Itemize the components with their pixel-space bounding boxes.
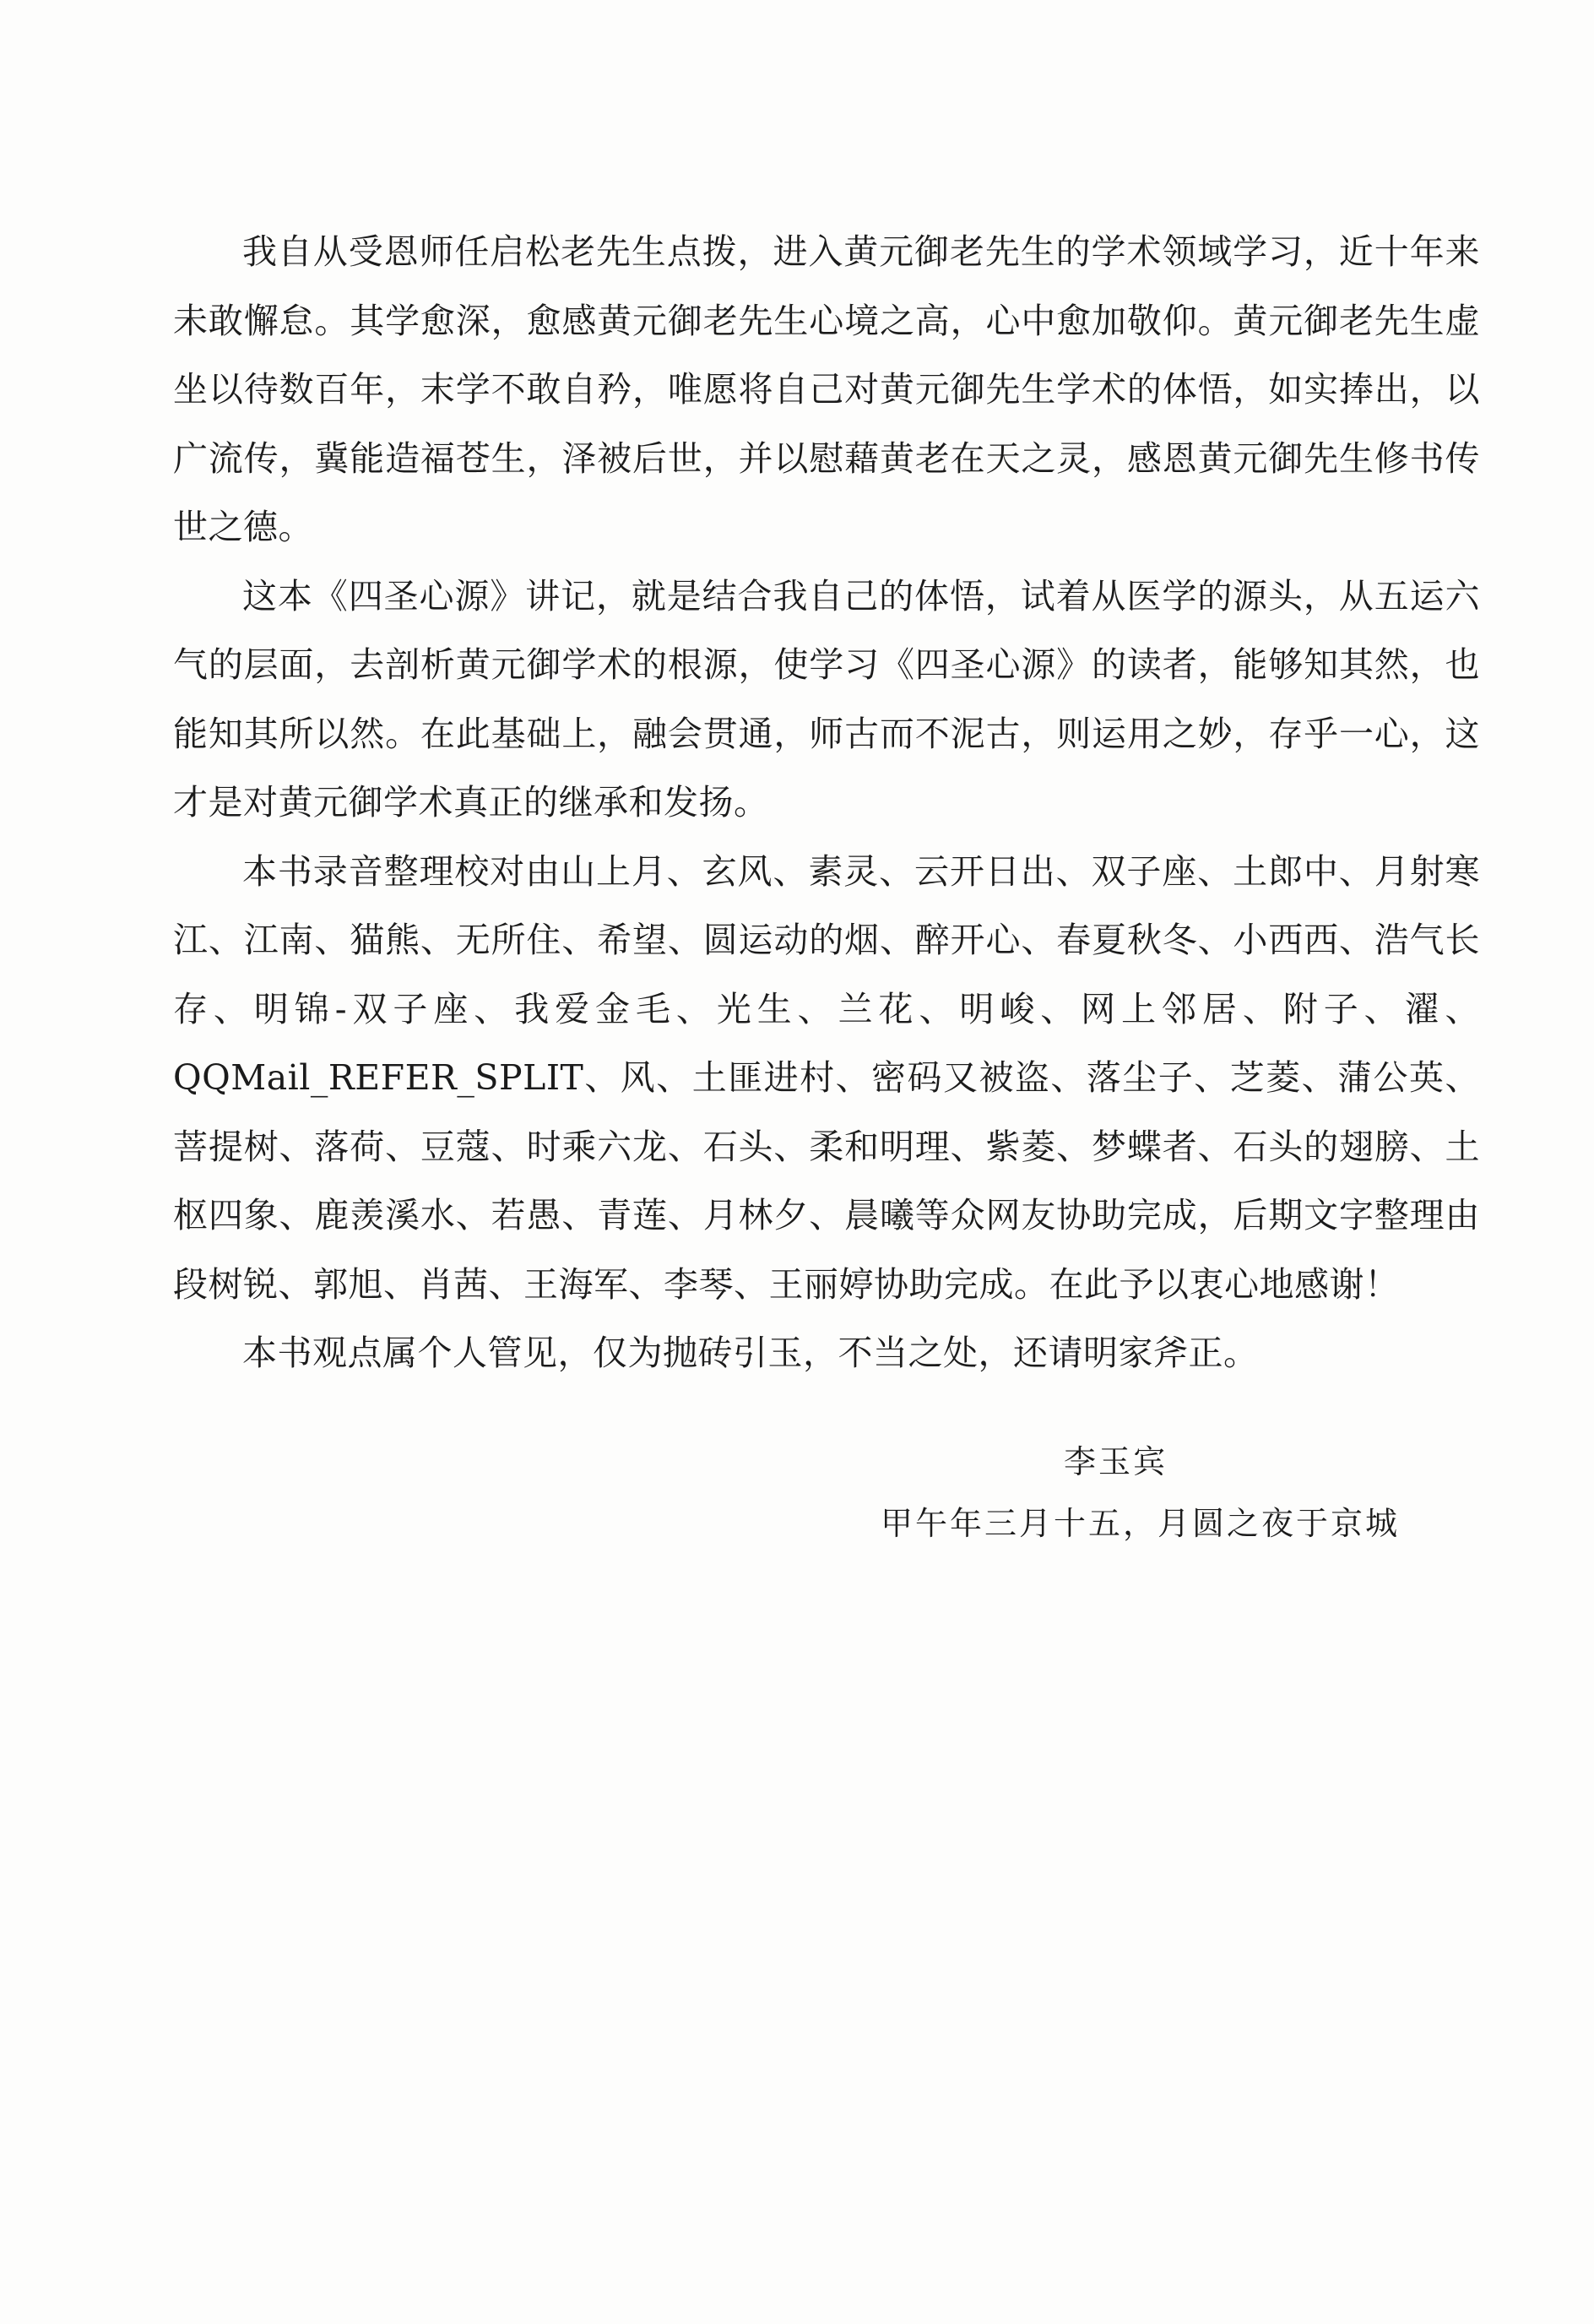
paragraph-3: 本书录音整理校对由山上月、玄风、素灵、云开日出、双子座、土郎中、月射寒江、江南、猫熊、无所住、希望、圆运动的烟、醉开心、春夏秋冬、小西西、浩气长存、明锦-双子座、我爱金毛、光生、兰花、明峻、网上邻居、附子、濯、QQMail_REFER_SPLIT、风、土匪进村、密码又被盗、落尘子、芝菱、蒲公英、菩提树、落荷、豆蔻、时乘六龙、石头、柔和明理、紫菱、梦蝶者、石头的翅膀、土枢四象、鹿羡溪水、若愚、青莲、月林夕、晨曦等众网友协助完成，后期文字整理由段树锐、郭旭、肖茜、王海军、李琴、王丽婷协助完成。在此予以衷心地感谢！ [173,850,1480,1305]
paragraph-4: 本书观点属个人管见，仅为抛砖引玉，不当之处，还请明家斧正。 [242,1333,1259,1373]
signature-block [881,1431,1400,1555]
author-name: 李玉宾 [1063,1443,1168,1480]
preface-body [173,218,1480,1388]
paragraph-2: 这本《四圣心源》讲记，就是结合我自己的体悟，试着从医学的源头，从五运六气的层面，去剖析黄元御学术的根源，使学习《四圣心源》的读者，能够知其然，也能知其所以然。在此基础上，融会贯通，师古而不泥古，则运用之妙，存乎一心，这才是对黄元御学术真正的继承和发扬。 [173,575,1480,823]
signature-date-place: 甲午年三月十五，月圆之夜于京城 [880,1505,1400,1542]
paragraph-1: 我自从受恩师任启松老先生点拨，进入黄元御老先生的学术领域学习，近十年来未敢懈怠。其学愈深，愈感黄元御老先生心境之高，心中愈加敬仰。黄元御老先生虚坐以待数百年，末学不敢自矜，唯愿将自己对黄元御先生学术的体悟，如实捧出，以广流传，冀能造福苍生，泽被后世，并以慰藉黄老在天之灵，感恩黄元御先生修书传世之德。 [173,231,1480,547]
